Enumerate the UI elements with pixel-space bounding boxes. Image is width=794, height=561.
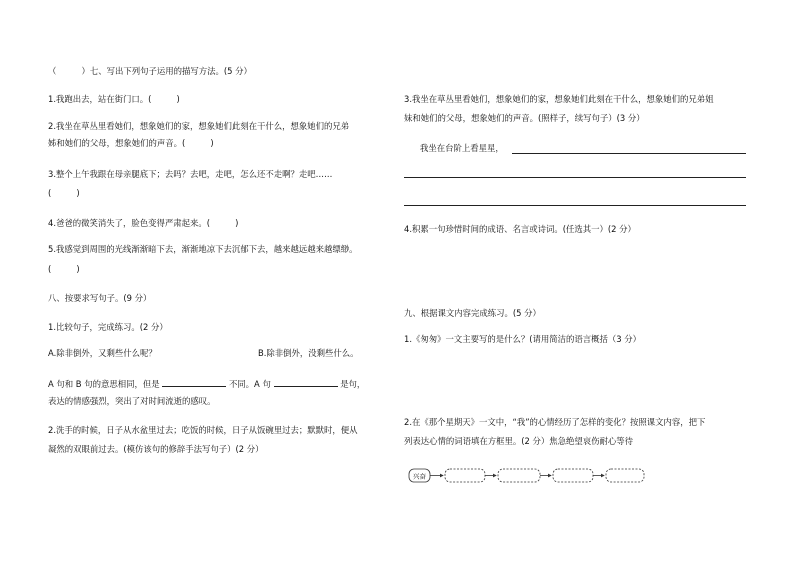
right-question-3-line2: 妹和她们的父母，想象她们的声音。(照样子，续写句子）(3 分） xyxy=(404,113,645,123)
right-question-3-prompt: 我坐在台阶上看星星， xyxy=(420,143,504,153)
question-7-4: 4.爸爸的微笑消失了，脸色变得严肃起来。( ) xyxy=(48,218,239,228)
question-8-1: 1.比较句子，完成练习。(2 分） xyxy=(48,322,168,332)
mood-flow-diagram xyxy=(408,466,648,486)
question-7-5-line2: ( ) xyxy=(48,264,80,274)
start-box-label: 兴奋 xyxy=(413,472,426,481)
question-7-2-line2: 姊和她们的父母，想象她们的声音。( ) xyxy=(48,138,214,148)
compare-text-1: A 句和 B 句的意思相同，但是 xyxy=(48,379,160,389)
answer-line-2[interactable] xyxy=(404,177,746,178)
question-9-2-line1: 2.在《那个星期天》一文中，“我”的心情经历了怎样的变化？按照课文内容，把下 xyxy=(404,417,706,427)
question-7-1: 1.我跑出去，站在街门口。( ) xyxy=(48,94,180,104)
mood-box-3[interactable] xyxy=(553,469,593,482)
question-7-5-line1: 5.我感觉到周围的光线渐渐暗下去，渐渐地凉下去沉郁下去，越来越远越来越缥缈。 xyxy=(48,244,358,254)
question-8-2-line2: 凝然的双眼前过去。(模仿该句的修辞手法写句子）(2 分） xyxy=(48,444,264,454)
question-8-2-line1: 2.洗手的时候，日子从水盆里过去；吃饭的时候，日子从饭碗里过去；默默时，便从 xyxy=(48,425,358,435)
mood-box-4[interactable] xyxy=(606,469,644,482)
compare-line2: 表达的情感强烈，突出了对时间流逝的感叹。 xyxy=(48,396,216,406)
question-7-3-line1: 3.整个上午我跟在母亲腿底下；去吗？去吧，走吧，怎么还不走啊？走吧…… xyxy=(48,169,333,179)
answer-line-3[interactable] xyxy=(404,205,746,206)
section-9-title: 九、根据课文内容完成练习。(5 分） xyxy=(404,308,541,318)
question-9-2-line2: 列表达心情的词语填在方框里。(2 分）焦急绝望哀伤耐心等待 xyxy=(404,436,634,446)
section-7-title: （ ）七、写出下列句子运用的描写方法。(5 分） xyxy=(48,66,252,76)
question-7-2-line1: 2.我坐在草丛里看她们，想象她们的家，想象她们此刻在干什么，想象她们的兄弟 xyxy=(48,121,350,131)
question-7-3-line2: ( ) xyxy=(48,188,80,198)
mood-box-2[interactable] xyxy=(498,469,540,482)
answer-line-1[interactable] xyxy=(512,153,746,154)
compare-blank-2[interactable] xyxy=(274,377,338,387)
right-question-4: 4.积累一句珍惜时间的成语、名言或诗词。(任选其一）(2 分） xyxy=(404,224,636,234)
mood-box-1[interactable] xyxy=(445,469,485,482)
compare-text-3: 是句， xyxy=(340,379,366,389)
question-9-1: 1.《匆匆》一文主要写的是什么？(请用简洁的语言概括（3 分） xyxy=(404,334,641,344)
option-a: A.除非倒外，又剩些什么呢？ xyxy=(48,348,157,358)
compare-text-2: 不同。A 句 xyxy=(228,379,271,389)
compare-line1 xyxy=(48,377,365,390)
option-b: B.除非倒外，没剩些什么。 xyxy=(258,348,359,358)
right-question-3-line1: 3.我坐在草丛里看她们，想象她们的家，想象她们此刻在干什么，想象她们的兄弟姐 xyxy=(404,94,714,104)
compare-blank-1[interactable] xyxy=(162,377,226,387)
section-8-title: 八、按要求写句子。(9 分） xyxy=(48,293,152,303)
